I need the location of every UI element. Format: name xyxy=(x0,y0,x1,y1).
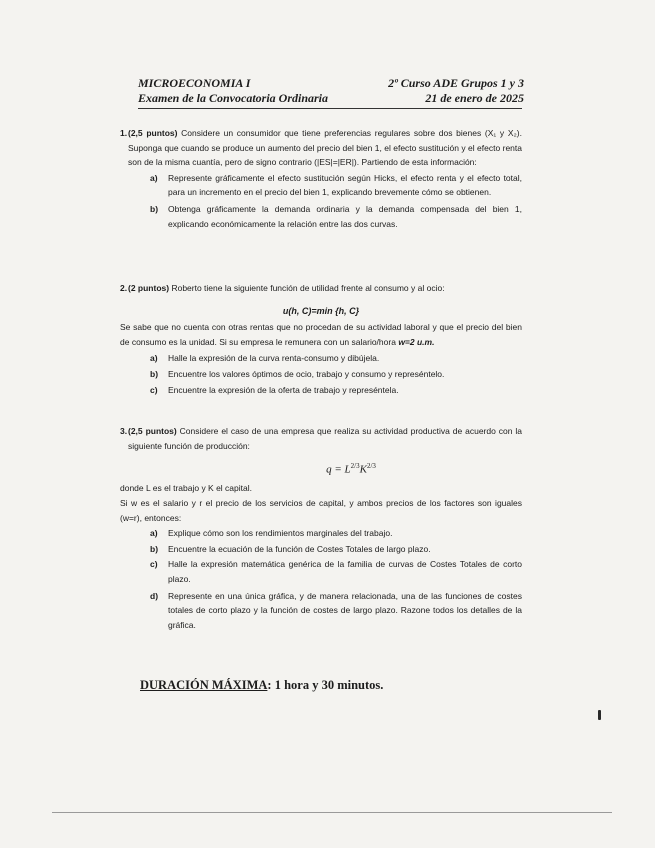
item-text: Halle la expresión de la curva renta-consumo y dibújela. xyxy=(168,353,380,364)
duration-value: : 1 hora y 30 minutos. xyxy=(267,678,384,692)
question-item xyxy=(150,526,522,541)
question-points: (2,5 puntos) xyxy=(128,128,178,138)
exam-date: 21 de enero de 2025 xyxy=(425,91,524,105)
item-text: Represente gráficamente el efecto sustitución según Hicks, el efecto renta y el efecto total, para un incremento en el precio del bien 1, explicando brevemente cómo se obtienen. xyxy=(168,172,522,198)
item-label: d) xyxy=(150,590,159,601)
item-text: Encuentre la expresión de la oferta de trabajo y represéntela. xyxy=(168,384,399,395)
item-text: Represente en una única gráfica, y de manera relacionada, una de las funciones de costes totales de corto plazo y la función de costes de largo plazo. Razone todos los detalles de la gráfica. xyxy=(168,590,522,630)
item-text: Obtenga gráficamente la demanda ordinaria y la demanda compensada del bien 1, explicando económicamente la relación entre las dos curvas. xyxy=(168,203,522,229)
question-1 xyxy=(120,126,522,231)
item-text: Explique cómo son los rendimientos marginales del trabajo. xyxy=(168,528,393,539)
question-body: donde L es el trabajo y K el capital. xyxy=(120,483,252,494)
question-body: Si w es el salario y r el precio de los servicios de capital, y ambos precios de los factores son iguales (w=r), entonces: xyxy=(120,498,522,523)
item-label: b) xyxy=(150,203,159,214)
exam-title: Examen de la Convocatoria Ordinaria xyxy=(138,91,329,105)
question-number: 1. xyxy=(120,128,128,138)
course-group: 2º Curso ADE Grupos 1 y 3 xyxy=(388,76,524,90)
question-item xyxy=(150,202,522,231)
item-text: Encuentre la ecuación de la función de Costes Totales de largo plazo. xyxy=(168,543,431,554)
item-label: b) xyxy=(150,368,159,379)
wage-value: w=2 u.m. xyxy=(398,336,435,347)
question-text: Roberto tiene la siguiente función de utilidad frente al consumo y al ocio: xyxy=(171,283,445,293)
utility-formula: u(h, C)=min {h, C} xyxy=(282,305,360,316)
exam-duration xyxy=(140,678,383,693)
question-item xyxy=(150,557,522,586)
item-label: a) xyxy=(150,353,158,364)
item-label: b) xyxy=(150,543,159,554)
question-3 xyxy=(120,424,522,632)
question-points: (2 puntos) xyxy=(128,283,170,293)
question-item xyxy=(150,383,522,398)
question-item xyxy=(150,351,522,366)
item-text: Encuentre los valores óptimos de ocio, trabajo y consumo y represéntelo. xyxy=(168,368,445,379)
question-item xyxy=(150,589,522,633)
question-item xyxy=(150,171,522,200)
exam-header xyxy=(138,76,524,106)
item-label: c) xyxy=(150,384,158,395)
question-item xyxy=(150,367,522,382)
duration-label: DURACIÓN MÁXIMA xyxy=(140,678,268,692)
course-title: MICROECONOMIA I xyxy=(138,76,251,90)
question-points: (2,5 puntos) xyxy=(128,426,177,436)
page-bottom-line xyxy=(52,812,612,813)
question-text: Considere el caso de una empresa que realiza su actividad productiva de acuerdo con la siguiente función de producción: xyxy=(128,426,522,451)
question-body: Se sabe que no cuenta con otras rentas que no procedan de su actividad laboral y que el precio del bien de consumo es la unidad. Si su empresa le remunera con un salario/hora w=2 u.m. xyxy=(120,322,522,347)
question-number: 2. xyxy=(120,283,128,293)
production-formula: $q = L^{2/3}K^{2/3}$ xyxy=(326,462,376,476)
question-item xyxy=(150,542,522,557)
question-2 xyxy=(120,281,522,397)
question-text: Considere un consumidor que tiene preferencias regulares sobre dos bienes (X₁ y X₂). Suponga que cuando se produce un aumento del precio del bien 1, el efecto sustitución y el efecto renta son de la misma cuantía, pero de signo contrario (|ES|=|ER|). Partiendo de esta información: xyxy=(128,128,523,168)
item-label: c) xyxy=(150,559,158,570)
header-rule xyxy=(138,108,522,109)
ink-mark xyxy=(598,710,601,720)
item-label: a) xyxy=(150,528,158,539)
question-number: 3. xyxy=(120,426,128,436)
item-text: Halle la expresión matemática genérica de la familia de curvas de Costes Totales de corto plazo. xyxy=(168,559,522,584)
item-label: a) xyxy=(150,172,158,183)
